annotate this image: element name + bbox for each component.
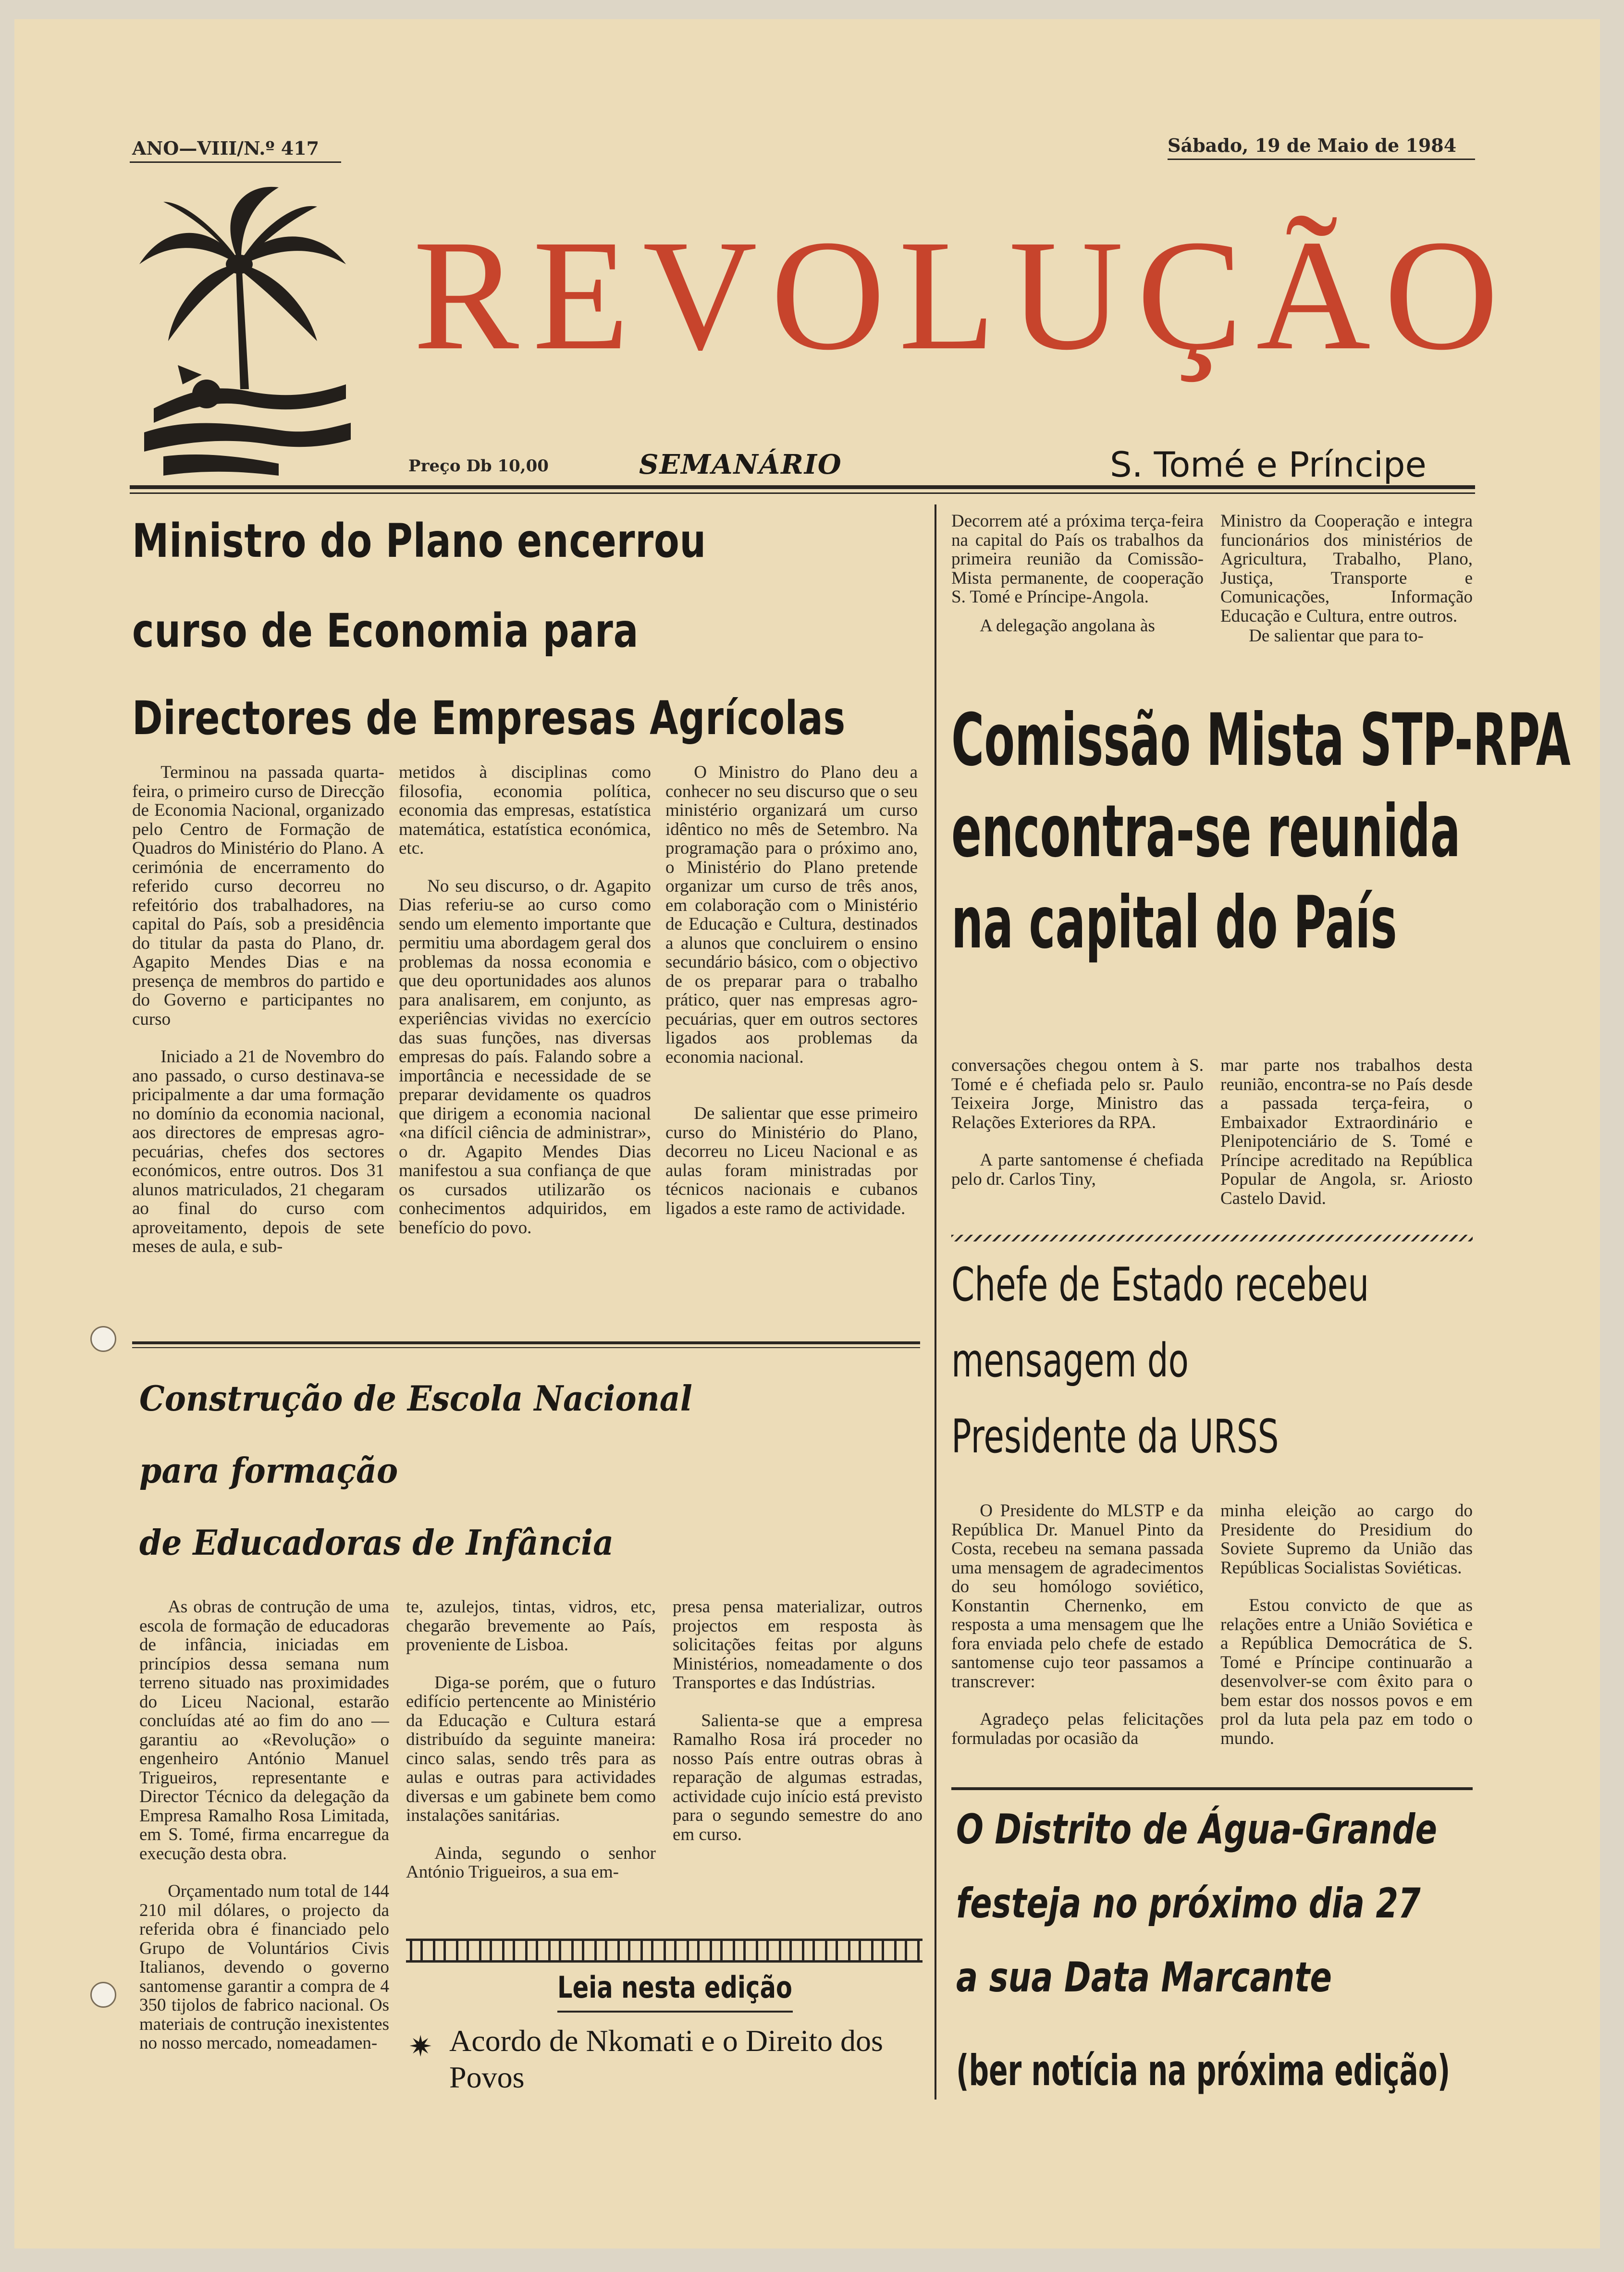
- issue-number: ANO—VIII/N.º 417: [132, 137, 320, 159]
- masthead-rule: [130, 492, 1475, 494]
- divider: [1168, 159, 1475, 160]
- article-2-column-2: mar parte nos trabalhos desta reunião, encontra-se no País desde a passada terça-feira, o Embaixador Extraordinário e Plenipotenciário de S. Tomé e Príncipe acreditado na República Popular de Angola, sr. Ariosto Castelo David.: [1220, 1056, 1473, 1208]
- inside-item: Acordo de Nkomati e o Direito dos Povos: [449, 2024, 883, 2094]
- article-1-column-2: metidos à disciplinas como filosofia, economia política, economia das empresas, estatística matemática, estatística económica, etc. No seu discurso, o dr. Agapito Dias referiu-se ao curso como sendo um elemento importante que permitiu uma abordagem geral dos problemas da nossa economia e que deu oportunidades aos alunos para analisarem, em conjunto, as experiências vividas no exercício das suas funções, nas diversas empresas do país. Falando sobre a importância e necessidade de se preparar devidamente os quadros que dirigem a economia nacional «na difícil ciência de administrar», o dr. Agapito Mendes Dias manifestou a sua confiança de que os cursados utilizarão os conhecimentos adquiridos, em benefício do povo.: [399, 763, 651, 1238]
- palm-tree-logo: [135, 183, 356, 480]
- article-3-column-2: te, azulejos, tintas, vidros, etc, chegarão brevemente ao País, proveniente de Lisboa. Diga-se porém, que o futuro edifício pertencente ao Ministério da Educação e Cultura estará distribuído da seguinte maneira: cinco salas, sendo três para as aulas e outras para actividades diversas e um gabinete bem como instalações sanitárias. Ainda, segundo o senhor António Trigueiros, a sua em-: [406, 1597, 656, 1882]
- masthead-rule: [130, 485, 1475, 489]
- issue-date: Sábado, 19 de Maio de 1984: [1168, 135, 1457, 156]
- bullet-icon: ✷: [408, 2030, 433, 2063]
- article-4-headline: Chefe de Estado recebeu mensagem do Presidente da URSS: [951, 1258, 1369, 1463]
- newspaper-page: [14, 19, 1600, 2248]
- frequency: SEMANÁRIO: [639, 449, 842, 480]
- article-3-column-3: presa pensa materializar, outros projectos em resposta às solicitações feitas por alguns Ministérios, nomeadamente o dos Transportes e das Indústrias. Salienta-se que a empresa Ramalho Rosa irá proceder no nosso País entre outras obras à reparação de algumas estradas, actividade cujo início está previsto para o segundo semestre do ano em curso.: [673, 1597, 923, 1844]
- article-4-column-1: O Presidente do MLSTP e da República Dr. Manuel Pinto da Costa, recebeu na semana passada uma mensagem de agradecimentos do seu homólogo soviético, Konstantin Chernenko, em resposta a uma mensagem que lhe fora enviada pelo chefe de estado santomense cujo teor passamos a transcrever: Agradeço pelas felicitações formuladas por ocasião da: [951, 1501, 1204, 1748]
- section-rule: [132, 1341, 920, 1344]
- article-3-column-1: As obras de contrução de uma escola de formação de educadoras de infância, iniciadas em princípios dessa semana num terreno situado nas proximidades do Liceu Nacional, estarão concluídas até ao fim do ano — garantiu ao «Revolução» o engenheiro António Manuel Trigueiros, representante e Director Técnico da delegação da Empresa Ramalho Rosa Limitada, em S. Tomé, firma encarregue da execução desta obra. Orçamentado num total de 144 210 mil dólares, o projecto da referida obra é financiado pelo Grupo de Voluntários Civis Italianos, devendo o governo santomense garantir a compra de 4 350 tijolos de fabrico nacional. Os materiais de contrução inexistentes no nosso mercado, nomeadamen-: [139, 1597, 389, 2053]
- punch-hole: [90, 1982, 116, 2008]
- price: Preço Db 10,00: [408, 456, 549, 476]
- section-rule: [951, 1787, 1473, 1790]
- inside-this-issue-title: Leia nesta edição: [557, 1970, 793, 2005]
- article-2-headline: Comissão Mista STP-RPA encontra-se reunida na capital do País: [951, 699, 1571, 965]
- article-3-headline: Construção de Escola Nacional para formação de Educadoras de Infância: [139, 1378, 692, 1563]
- wavy-divider: [951, 1235, 1473, 1241]
- article-2-column-1: conversações chegou ontem à S. Tomé e é chefiada pelo sr. Paulo Teixeira Jorge, Ministro das Relações Exteriores da RPA. A parte santomense é chefiada pelo dr. Carlos Tiny,: [951, 1056, 1204, 1189]
- column-rule: [935, 504, 936, 2100]
- section-rule: [132, 1347, 920, 1348]
- ornamental-border: [406, 1939, 923, 1963]
- article-2-intro-column-1: Decorrem até a próxima terça-feira na capital do País os trabalhos da primeira reunião da Comissão-Mista permanente, de cooperação S. Tomé e Príncipe-Angola. A delegação angolana às: [951, 512, 1204, 636]
- article-5-headline: O Distrito de Água-Grande festeja no próximo dia 27 a sua Data Marcante: [956, 1805, 1437, 2002]
- article-1-column-3: O Ministro do Plano deu a conhecer no seu discurso que o seu ministério organizará um curso idêntico no mês de Setembro. Na programação para o próximo ano, o Ministério do Plano pretende organizar um curso de três anos, em colaboração com o Ministério de Educação e Cultura, destinados a alunos que concluirem o ensino secundário básico, com o objectivo de os preparar para o trabalho prático, quer nas empresas agro-pecuárias, quer em outros sectores ligados aos problemas da economia nacional. De salientar que esse primeiro curso do Ministério do Plano, decorreu no Liceu Nacional e as aulas foram ministradas por técnicos nacionais e cubanos ligados a este ramo de actividade.: [665, 763, 918, 1218]
- article-5-note: (ber notícia na próxima edição): [956, 2046, 1451, 2095]
- article-2-intro-column-2: Ministro da Cooperação e integra funcionários dos ministérios de Agricultura, Trabalho, Plano, Justiça, Transporte e Comunicações, Informação Educação e Cultura, entre outros. De salientar que para to-: [1220, 512, 1473, 646]
- punch-hole: [90, 1326, 116, 1352]
- article-1-column-1: Terminou na passada quarta-feira, o primeiro curso de Direcção de Economia Nacional, organizado pelo Centro de Formação de Quadros do Ministério do Plano. A cerimónia de encerramento do referido curso decorreu no refeitório dos trabalhadores, na capital do País, sob a presidência do titular da pasta do Plano, dr. Agapito Mendes Dias e na presença de membros do partido e do Governo e participantes no curso Iniciado a 21 de Novembro do ano passado, o curso destinava-se pricipalmente a dar uma formação no domínio da economia nacional, aos directores de empresas agro-pecuárias, chefes dos sectores económicos, entre outros. Dos 31 alunos matriculados, 21 chegaram ao final do curso com aproveitamento, depois de sete meses de aula, e sub-: [132, 763, 384, 1256]
- newspaper-title: REVOLUÇÃO: [413, 208, 1512, 383]
- divider: [130, 161, 341, 163]
- article-4-column-2: minha eleição ao cargo do Presidente do Presidium do Soviete Supremo da União das Repúblicas Socialistas Soviéticas. Estou convicto de que as relações entre a União Soviética e a República Democrática de S. Tomé e Príncipe continuarão a desenvolver-se com êxito para o bem estar dos nossos povos e em prol da luta pela paz em todo o mundo.: [1220, 1501, 1473, 1748]
- title-underline: [557, 2011, 793, 2013]
- place-name: S. Tomé e Príncipe: [1110, 444, 1427, 485]
- article-1-headline: Ministro do Plano encerrou curso de Economia para Directores de Empresas Agrícolas: [132, 514, 846, 745]
